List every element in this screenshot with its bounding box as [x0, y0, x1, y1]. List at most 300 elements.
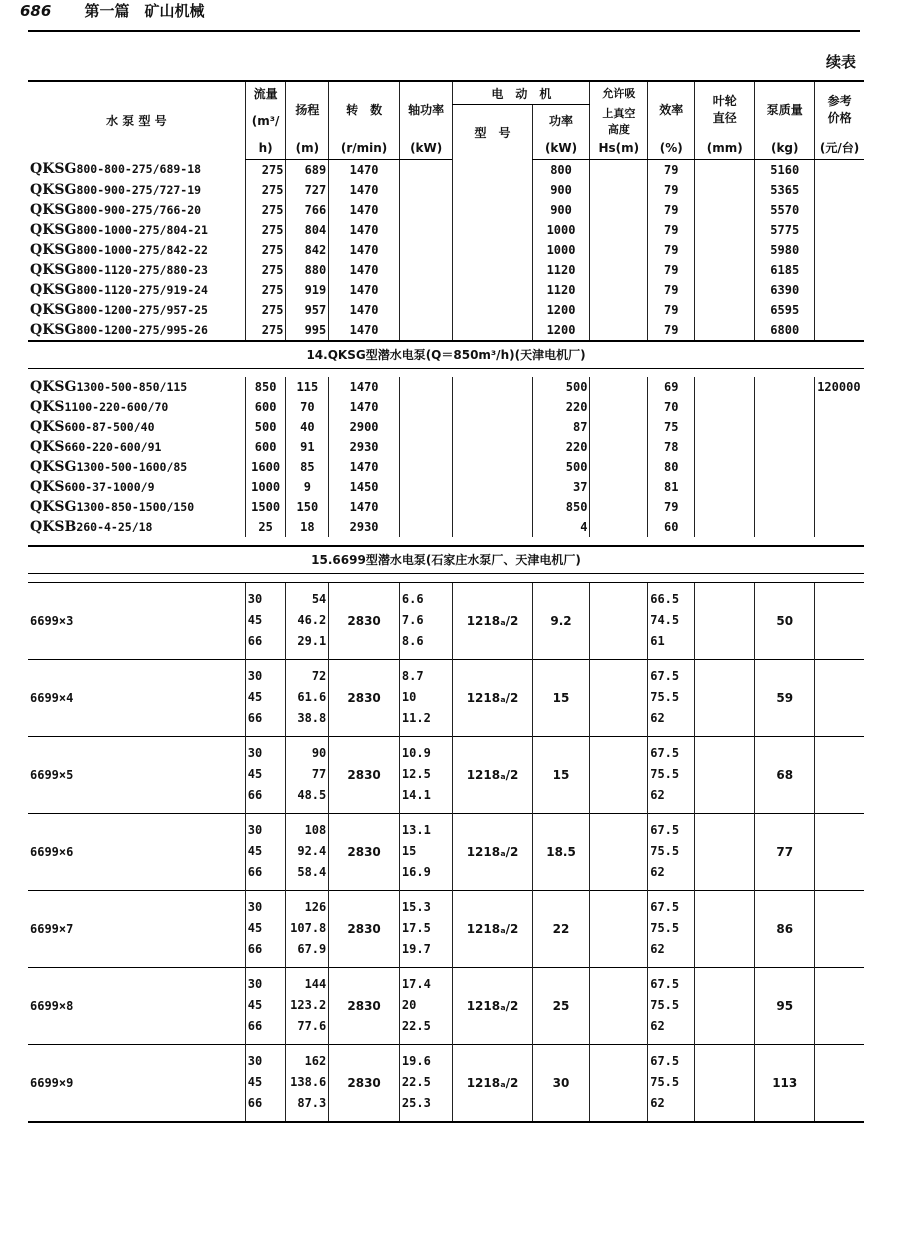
motor-power-cell: 25: [532, 967, 590, 1044]
table-row: [28, 280, 864, 300]
group-row: [28, 813, 864, 890]
pump-model: [28, 477, 245, 497]
suction-cell: [590, 736, 648, 813]
model-suffix: 800-900-275/766-20: [76, 202, 202, 217]
table-row: [28, 180, 864, 200]
impeller-cell: [695, 320, 755, 341]
motor-power-unit: (kW): [532, 137, 590, 160]
impeller-cell: [695, 659, 755, 736]
table-row: [28, 200, 864, 220]
table-row: [28, 260, 864, 280]
motor-power-cell: 850: [532, 497, 590, 517]
price-cell: [815, 457, 864, 477]
col-model: 水 泵 型 号: [28, 81, 245, 159]
section2-body: [28, 377, 864, 537]
group-row: [28, 582, 864, 659]
flow-cell: 30 45 66: [245, 659, 286, 736]
suction-label-2: 上真空: [602, 106, 636, 120]
motor-power-cell: 30: [532, 1044, 590, 1122]
price-cell: [815, 477, 864, 497]
motor-power-cell: 900: [532, 180, 590, 200]
mass-cell: 5160: [755, 159, 815, 180]
eff-cell: 79: [648, 320, 695, 341]
motor-type-cell: [453, 300, 532, 320]
motor-power-cell: 900: [532, 200, 590, 220]
impeller-cell: [695, 180, 755, 200]
suction-cell: [590, 320, 648, 341]
flow-cell: 30 45 66: [245, 967, 286, 1044]
suction-unit: Hs(m): [590, 137, 648, 160]
suction-label-3: 高度: [607, 122, 630, 136]
eff-cell: 79: [648, 180, 695, 200]
model-suffix: 800-800-275/689-18: [76, 162, 202, 177]
speed-cell: 1470: [329, 240, 400, 260]
head-cell: 804: [286, 220, 329, 240]
eff-cell: 67.5 75.5 62: [648, 967, 695, 1044]
motor-power-cell: 9.2: [532, 582, 590, 659]
shaft-cell: [399, 159, 453, 180]
motor-power-cell: 15: [532, 736, 590, 813]
impeller-cell: [695, 417, 755, 437]
model-suffix: 800-1200-275/995-26: [76, 322, 208, 337]
mass-cell: 5365: [755, 180, 815, 200]
pump-model: [28, 180, 245, 200]
suction-cell: [590, 497, 648, 517]
mass-cell: 68: [755, 736, 815, 813]
eff-cell: 69: [648, 377, 695, 397]
motor-power-cell: 87: [532, 417, 590, 437]
flow-unit-1: (m³/: [245, 105, 286, 137]
section3-heading: [28, 537, 864, 583]
eff-cell: 78: [648, 437, 695, 457]
table-row: [28, 417, 864, 437]
model-prefix: QKSG: [30, 181, 77, 198]
head-cell: 54 46.2 29.1: [286, 582, 329, 659]
mass-cell: [755, 497, 815, 517]
impeller-cell: [695, 260, 755, 280]
motor-type-cell: [453, 159, 532, 180]
col-motor-type: 型 号: [453, 105, 532, 160]
flow-cell: 275: [245, 200, 286, 220]
suction-cell: [590, 417, 648, 437]
flow-cell: 1000: [245, 477, 286, 497]
mass-cell: 6595: [755, 300, 815, 320]
speed-cell: 1470: [329, 320, 400, 341]
price-cell: [815, 736, 864, 813]
pump-model: [28, 260, 245, 280]
suction-cell: [590, 813, 648, 890]
speed-cell: 2900: [329, 417, 400, 437]
price-cell: [815, 517, 864, 537]
pump-model: 6699×8: [28, 967, 245, 1044]
col-motor-power: 功率: [532, 105, 590, 137]
eff-cell: 67.5 75.5 62: [648, 736, 695, 813]
mass-cell: [755, 437, 815, 457]
model-suffix: 800-1120-275/880-23: [76, 262, 208, 277]
eff-cell: 66.5 74.5 61: [648, 582, 695, 659]
motor-power-cell: 4: [532, 517, 590, 537]
impeller-cell: [695, 497, 755, 517]
speed-cell: 1450: [329, 477, 400, 497]
section3-title: 15.6699型潜水电泵(石家庄水泵厂、天津电机厂): [28, 546, 864, 574]
group-row: [28, 890, 864, 967]
model-suffix: 800-1120-275/919-24: [76, 282, 208, 297]
motor-power-cell: 1200: [532, 300, 590, 320]
table-header: [28, 81, 864, 159]
eff-cell: 70: [648, 397, 695, 417]
suction-cell: [590, 457, 648, 477]
motor-power-cell: 37: [532, 477, 590, 497]
impeller-cell: [695, 377, 755, 397]
flow-cell: 30 45 66: [245, 736, 286, 813]
header-rule: [28, 30, 860, 32]
impeller-label-2: 直径: [712, 111, 737, 126]
eff-cell: 79: [648, 260, 695, 280]
head-cell: 919: [286, 280, 329, 300]
model-prefix: QKSG: [30, 241, 77, 258]
model-prefix: QKS: [30, 418, 65, 435]
pump-model: [28, 457, 245, 477]
head-unit: (m): [286, 137, 329, 160]
impeller-cell: [695, 457, 755, 477]
mass-cell: [755, 477, 815, 497]
price-cell: [815, 890, 864, 967]
mass-cell: 77: [755, 813, 815, 890]
model-suffix: 800-1000-275/842-22: [76, 242, 208, 257]
motor-type-cell: [453, 200, 532, 220]
motor-power-cell: 1000: [532, 240, 590, 260]
head-cell: 144 123.2 77.6: [286, 967, 329, 1044]
model-suffix: 600-87-500/40: [64, 419, 155, 434]
motor-type-cell: [453, 497, 532, 517]
motor-type-cell: 1218ₐ/2: [453, 582, 532, 659]
col-shaft: 轴功率: [399, 81, 453, 137]
pump-model: [28, 377, 245, 397]
impeller-cell: [695, 477, 755, 497]
speed-cell: 1470: [329, 497, 400, 517]
flow-cell: 275: [245, 320, 286, 341]
flow-cell: 30 45 66: [245, 813, 286, 890]
suction-cell: [590, 437, 648, 457]
col-speed: 转 数: [329, 81, 400, 137]
eff-cell: 79: [648, 220, 695, 240]
flow-cell: 30 45 66: [245, 1044, 286, 1122]
table-row: [28, 477, 864, 497]
suction-cell: [590, 659, 648, 736]
impeller-cell: [695, 397, 755, 417]
pump-model: 6699×7: [28, 890, 245, 967]
suction-cell: [590, 582, 648, 659]
model-suffix: 1300-850-1500/150: [76, 499, 195, 514]
price-cell: [815, 813, 864, 890]
impeller-cell: [695, 159, 755, 180]
mass-unit: (kg): [755, 137, 815, 160]
price-cell: [815, 300, 864, 320]
head-cell: 880: [286, 260, 329, 280]
price-label-2: 价格: [827, 111, 852, 126]
impeller-cell: [695, 1044, 755, 1122]
shaft-cell: 17.4 20 22.5: [399, 967, 453, 1044]
motor-power-cell: 500: [532, 377, 590, 397]
head-cell: 727: [286, 180, 329, 200]
col-mass: 泵质量: [755, 81, 815, 137]
head-cell: 842: [286, 240, 329, 260]
speed-cell: 2830: [329, 967, 400, 1044]
price-cell: [815, 1044, 864, 1122]
head-cell: 957: [286, 300, 329, 320]
flow-cell: 275: [245, 220, 286, 240]
price-cell: [815, 437, 864, 457]
eff-cell: 67.5 75.5 62: [648, 813, 695, 890]
head-cell: 70: [286, 397, 329, 417]
speed-cell: 1470: [329, 457, 400, 477]
suction-cell: [590, 159, 648, 180]
pump-model: [28, 320, 245, 341]
mass-cell: [755, 397, 815, 417]
mass-cell: [755, 417, 815, 437]
motor-power-cell: 500: [532, 457, 590, 477]
model-prefix: QKSG: [30, 261, 77, 278]
flow-cell: 275: [245, 180, 286, 200]
motor-type-cell: [453, 417, 532, 437]
speed-cell: 2830: [329, 1044, 400, 1122]
flow-cell: 30 45 66: [245, 890, 286, 967]
eff-cell: 60: [648, 517, 695, 537]
head-cell: 766: [286, 200, 329, 220]
pump-model: [28, 437, 245, 457]
shaft-cell: 13.1 15 16.9: [399, 813, 453, 890]
pump-model: [28, 517, 245, 537]
impeller-cell: [695, 890, 755, 967]
mass-cell: 113: [755, 1044, 815, 1122]
table-row: [28, 300, 864, 320]
flow-cell: 275: [245, 300, 286, 320]
shaft-cell: [399, 397, 453, 417]
pump-model: [28, 300, 245, 320]
motor-power-cell: 800: [532, 159, 590, 180]
eff-cell: 81: [648, 477, 695, 497]
table-row: [28, 320, 864, 341]
flow-cell: 500: [245, 417, 286, 437]
head-cell: 150: [286, 497, 329, 517]
impeller-cell: [695, 967, 755, 1044]
shaft-cell: [399, 200, 453, 220]
flow-cell: 275: [245, 240, 286, 260]
flow-cell: 275: [245, 260, 286, 280]
price-cell: [815, 417, 864, 437]
flow-cell: 1600: [245, 457, 286, 477]
motor-type-cell: 1218ₐ/2: [453, 813, 532, 890]
mass-cell: [755, 377, 815, 397]
motor-power-cell: 22: [532, 890, 590, 967]
flow-cell: 850: [245, 377, 286, 397]
motor-type-cell: [453, 437, 532, 457]
pump-model: [28, 280, 245, 300]
price-cell: [815, 240, 864, 260]
speed-cell: 2930: [329, 517, 400, 537]
shaft-cell: [399, 260, 453, 280]
flow-cell: 30 45 66: [245, 582, 286, 659]
model-suffix: 800-1200-275/957-25: [76, 302, 208, 317]
suction-cell: [590, 890, 648, 967]
price-cell: 120000: [815, 377, 864, 397]
motor-type-cell: [453, 377, 532, 397]
head-cell: 162 138.6 87.3: [286, 1044, 329, 1122]
model-suffix: 660-220-600/91: [64, 439, 162, 454]
model-prefix: QKSG: [30, 378, 77, 395]
table-row: [28, 397, 864, 417]
col-price: [815, 81, 864, 137]
suction-cell: [590, 397, 648, 417]
eff-cell: 67.5 75.5 62: [648, 890, 695, 967]
motor-type-cell: [453, 477, 532, 497]
section2-title: 14.QKSG型潜水电泵(Q＝850m³/h)(天津电机厂): [28, 341, 864, 369]
eff-cell: 79: [648, 497, 695, 517]
impeller-cell: [695, 813, 755, 890]
flow-unit-2: h): [245, 137, 286, 160]
shaft-cell: [399, 497, 453, 517]
flow-cell: 600: [245, 397, 286, 417]
impeller-cell: [695, 582, 755, 659]
section1-body: [28, 159, 864, 341]
impeller-label-1: 叶轮: [712, 94, 737, 109]
speed-cell: 1470: [329, 220, 400, 240]
motor-type-cell: 1218ₐ/2: [453, 890, 532, 967]
speed-cell: 2830: [329, 890, 400, 967]
col-impeller: [695, 81, 755, 137]
pump-model: [28, 220, 245, 240]
model-suffix: 800-1000-275/804-21: [76, 222, 208, 237]
head-cell: 115: [286, 377, 329, 397]
model-prefix: QKSG: [30, 221, 77, 238]
motor-type-cell: [453, 320, 532, 341]
mass-cell: 6185: [755, 260, 815, 280]
impeller-cell: [695, 280, 755, 300]
table-row: [28, 437, 864, 457]
motor-type-cell: [453, 220, 532, 240]
price-cell: [815, 260, 864, 280]
mass-cell: 5570: [755, 200, 815, 220]
pump-model: 6699×3: [28, 582, 245, 659]
eff-cell: 79: [648, 200, 695, 220]
head-cell: 995: [286, 320, 329, 341]
price-cell: [815, 320, 864, 341]
flow-cell: 600: [245, 437, 286, 457]
price-cell: [815, 582, 864, 659]
head-cell: 91: [286, 437, 329, 457]
pump-model: [28, 159, 245, 180]
motor-type-cell: [453, 517, 532, 537]
shaft-cell: 19.6 22.5 25.3: [399, 1044, 453, 1122]
price-cell: [815, 967, 864, 1044]
shaft-cell: [399, 220, 453, 240]
pump-spec-table: [28, 80, 864, 1123]
speed-cell: 2830: [329, 659, 400, 736]
suction-cell: [590, 300, 648, 320]
speed-cell: 2830: [329, 582, 400, 659]
suction-cell: [590, 200, 648, 220]
impeller-cell: [695, 736, 755, 813]
shaft-cell: [399, 417, 453, 437]
suction-cell: [590, 280, 648, 300]
model-prefix: QKSG: [30, 321, 77, 338]
table-row: [28, 220, 864, 240]
price-label-1: 参考: [827, 94, 852, 109]
eff-cell: 79: [648, 300, 695, 320]
flow-cell: 25: [245, 517, 286, 537]
pump-model: 6699×4: [28, 659, 245, 736]
price-cell: [815, 200, 864, 220]
model-prefix: QKSG: [30, 498, 77, 515]
speed-cell: 1470: [329, 280, 400, 300]
col-motor: 电 动 机: [453, 81, 590, 105]
suction-cell: [590, 260, 648, 280]
motor-type-cell: [453, 457, 532, 477]
speed-cell: 2930: [329, 437, 400, 457]
shaft-cell: [399, 437, 453, 457]
shaft-cell: [399, 180, 453, 200]
price-cell: [815, 397, 864, 417]
head-cell: 126 107.8 67.9: [286, 890, 329, 967]
model-prefix: QKSG: [30, 161, 77, 178]
model-prefix: QKSG: [30, 201, 77, 218]
page-header: [20, 0, 205, 21]
mass-cell: 50: [755, 582, 815, 659]
flow-cell: 275: [245, 280, 286, 300]
eff-cell: 80: [648, 457, 695, 477]
shaft-cell: [399, 240, 453, 260]
eff-cell: 79: [648, 159, 695, 180]
eff-cell: 67.5 75.5 62: [648, 659, 695, 736]
mass-cell: 59: [755, 659, 815, 736]
eff-cell: 67.5 75.5 62: [648, 1044, 695, 1122]
model-suffix: 260-4-25/18: [76, 519, 153, 534]
group-row: [28, 1044, 864, 1122]
speed-cell: 1470: [329, 260, 400, 280]
table-row: [28, 377, 864, 397]
pump-model: [28, 200, 245, 220]
table-row: [28, 497, 864, 517]
impeller-cell: [695, 240, 755, 260]
shaft-cell: [399, 280, 453, 300]
model-suffix: 800-900-275/727-19: [76, 182, 202, 197]
head-cell: 72 61.6 38.8: [286, 659, 329, 736]
eff-cell: 79: [648, 240, 695, 260]
col-suction: [590, 81, 648, 105]
shaft-unit: (kW): [399, 137, 453, 160]
table-row: [28, 517, 864, 537]
motor-type-cell: 1218ₐ/2: [453, 1044, 532, 1122]
impeller-cell: [695, 220, 755, 240]
pump-model: 6699×6: [28, 813, 245, 890]
price-cell: [815, 497, 864, 517]
motor-power-cell: 1120: [532, 280, 590, 300]
shaft-cell: [399, 320, 453, 341]
speed-cell: 1470: [329, 377, 400, 397]
shaft-cell: [399, 477, 453, 497]
speed-cell: 1470: [329, 180, 400, 200]
table-row: [28, 240, 864, 260]
model-suffix: 1300-500-850/115: [76, 379, 188, 394]
motor-type-cell: 1218ₐ/2: [453, 736, 532, 813]
motor-type-cell: 1218ₐ/2: [453, 967, 532, 1044]
mass-cell: 6390: [755, 280, 815, 300]
suction-label-1: 允许吸: [602, 87, 636, 101]
shaft-cell: [399, 457, 453, 477]
price-cell: [815, 659, 864, 736]
speed-unit: (r/min): [329, 137, 400, 160]
speed-cell: 1470: [329, 159, 400, 180]
